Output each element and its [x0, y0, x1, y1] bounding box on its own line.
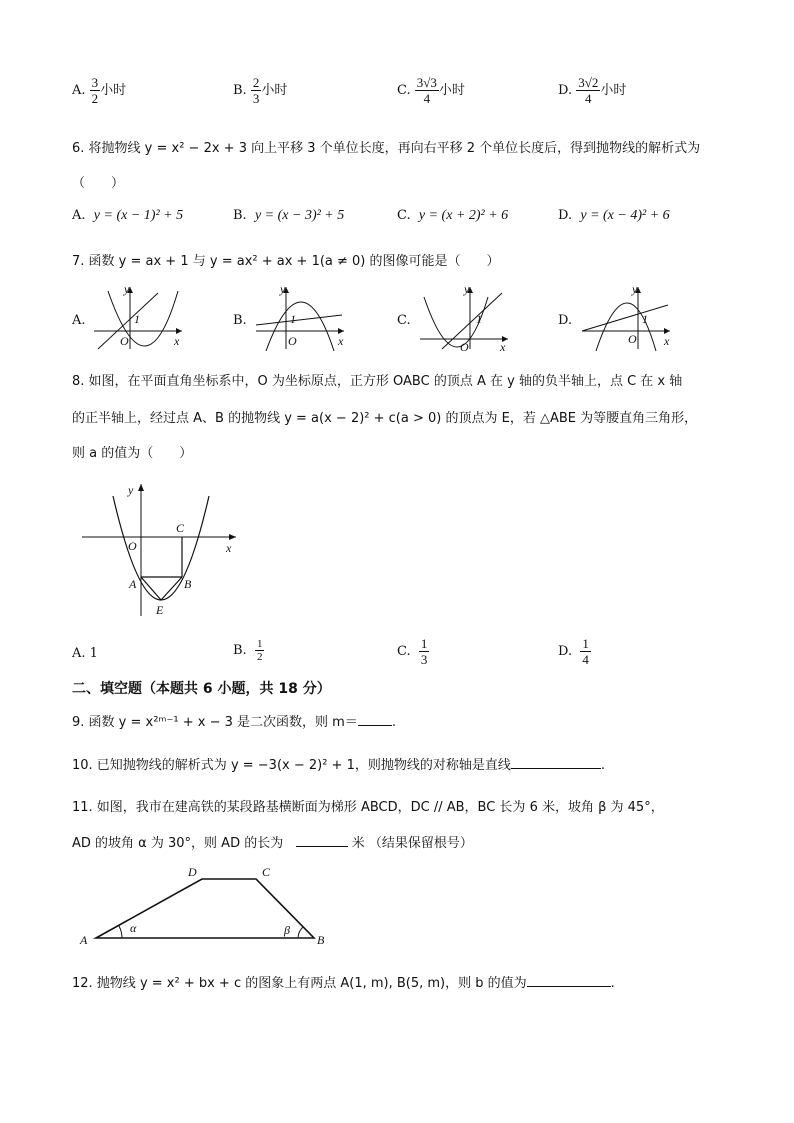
vertex-a-label: A: [80, 933, 88, 947]
q8-option-d: D. $\frac{1}{4}$: [558, 636, 589, 667]
q12: 12. 抛物线 y = x² + bx + c 的图象上有两点 A(1, m), B(5, m)，则 b 的值为 .: [72, 972, 615, 991]
q6-option-b: B. y = (x − 3)² + 5: [233, 208, 345, 223]
q7-graph-b: [252, 283, 352, 353]
point-c-label: C: [176, 521, 185, 535]
q5-option-c: C. $\frac{3√3}{4}$ 小时: [397, 75, 465, 106]
origin-label: O: [120, 334, 129, 348]
q5-option-a: A. $\frac{3}{2}$ 小时: [72, 75, 127, 106]
q8-figure: [80, 478, 240, 620]
q7-stem: 7. 函数 y = ax + 1 与 y = ax² + ax + 1(a ≠ 0) 的图像可能是（ ）: [72, 254, 500, 269]
q6-option-a: A. y = (x − 1)² + 5: [72, 208, 184, 223]
one-label: 1: [290, 312, 296, 326]
q8-option-a: A. 1: [72, 646, 98, 661]
section-heading: 二、填空题（本题共 6 小题，共 18 分）: [72, 681, 331, 697]
y-axis-label: y: [280, 283, 286, 296]
option-letter: A.: [72, 83, 86, 98]
point-e-label: E: [156, 603, 164, 617]
one-label: 1: [476, 312, 482, 326]
q7-option-b: B.: [233, 313, 247, 328]
origin-label: O: [628, 332, 637, 346]
answer-blank[interactable]: [527, 973, 611, 987]
one-label: 1: [134, 312, 140, 326]
vertex-b-label: B: [317, 933, 325, 947]
x-axis-label: x: [338, 334, 344, 348]
q9: 9. 函数 y = x²ᵐ⁻¹ + x − 3 是二次函数，则 m＝ .: [72, 711, 396, 730]
answer-blank[interactable]: [296, 833, 348, 847]
q6-stem-line2: （ ）: [72, 176, 125, 191]
fraction: $\frac{3√2}{4}$: [578, 75, 599, 106]
q6-stem-line1: 6. 将抛物线 y = x² − 2x + 3 向上平移 3 个单位长度，再向右平移 2 个单位长度后，得到抛物线的解析式为: [72, 141, 701, 156]
q8-stem-line3: 则 a 的值为（ ）: [72, 446, 193, 461]
q7-graph-a: [90, 283, 190, 353]
q5-option-b: B. $\frac{2}{3}$ 小时: [233, 75, 288, 106]
y-label: y: [128, 483, 134, 497]
q7-option-d: D.: [558, 313, 573, 328]
option-letter: C.: [397, 83, 411, 98]
q6-option-d: D. y = (x − 4)² + 6: [558, 208, 670, 223]
x-axis-label: x: [664, 334, 670, 348]
q5-option-d: D. $\frac{3√2}{4}$ 小时: [558, 75, 627, 106]
vertex-c-label: C: [262, 865, 271, 879]
one-label: 1: [642, 312, 648, 326]
q11-trapezoid-figure: [76, 858, 336, 950]
y-axis-label: y: [464, 283, 470, 296]
y-axis-label: y: [124, 283, 130, 296]
fraction: $\frac{3}{2}$: [91, 75, 99, 106]
q11-stem-line2: AD 的坡角 α 为 30°，则 AD 的长为 米 （结果保留根号）: [72, 832, 473, 851]
x-label: x: [226, 541, 232, 555]
q8-stem-line2: 的正半轴上，经过点 A、B 的抛物线 y = a(x − 2)² + c(a > 0) 的顶点为 E，若 △ABE 为等腰直角三角形，: [72, 411, 698, 426]
q8-option-b: B. $\frac{1}{2}$: [233, 638, 263, 663]
point-a-label: A: [129, 577, 137, 591]
q7-option-a: A.: [72, 313, 86, 328]
q7-graph-c: [416, 283, 516, 353]
origin-label: O: [460, 340, 469, 353]
x-axis-label: x: [500, 340, 506, 353]
option-letter: D.: [558, 83, 573, 98]
q11-stem-line1: 11. 如图，我市在建高铁的某段路基横断面为梯形 ABCD，DC // AB，BC 长为 6 米，坡角 β 为 45°，: [72, 800, 664, 815]
q7-option-c: C.: [397, 313, 411, 328]
answer-blank[interactable]: [358, 712, 392, 726]
point-b-label: B: [184, 577, 192, 591]
q7-graph-d: [578, 283, 678, 353]
beta-label: β: [284, 923, 290, 937]
answer-blank[interactable]: [511, 755, 601, 769]
vertex-d-label: D: [188, 865, 197, 879]
y-axis-label: y: [632, 283, 638, 296]
x-axis-label: x: [174, 334, 180, 348]
q10: 10. 已知抛物线的解析式为 y = −3(x − 2)² + 1，则抛物线的对称轴是直线 .: [72, 754, 605, 773]
q8-option-c: C. $\frac{1}{3}$: [397, 636, 428, 667]
q8-stem-line1: 8. 如图，在平面直角坐标系中，O 为坐标原点，正方形 OABC 的顶点 A 在 y 轴的负半轴上，点 C 在 x 轴: [72, 374, 683, 389]
fraction: $\frac{2}{3}$: [252, 75, 260, 106]
alpha-label: α: [130, 921, 137, 935]
fraction: $\frac{3√3}{4}$: [416, 75, 437, 106]
origin-label: O: [128, 539, 137, 553]
q6-option-c: C. y = (x + 2)² + 6: [397, 208, 509, 223]
origin-label: O: [288, 334, 297, 348]
option-letter: B.: [233, 83, 247, 98]
